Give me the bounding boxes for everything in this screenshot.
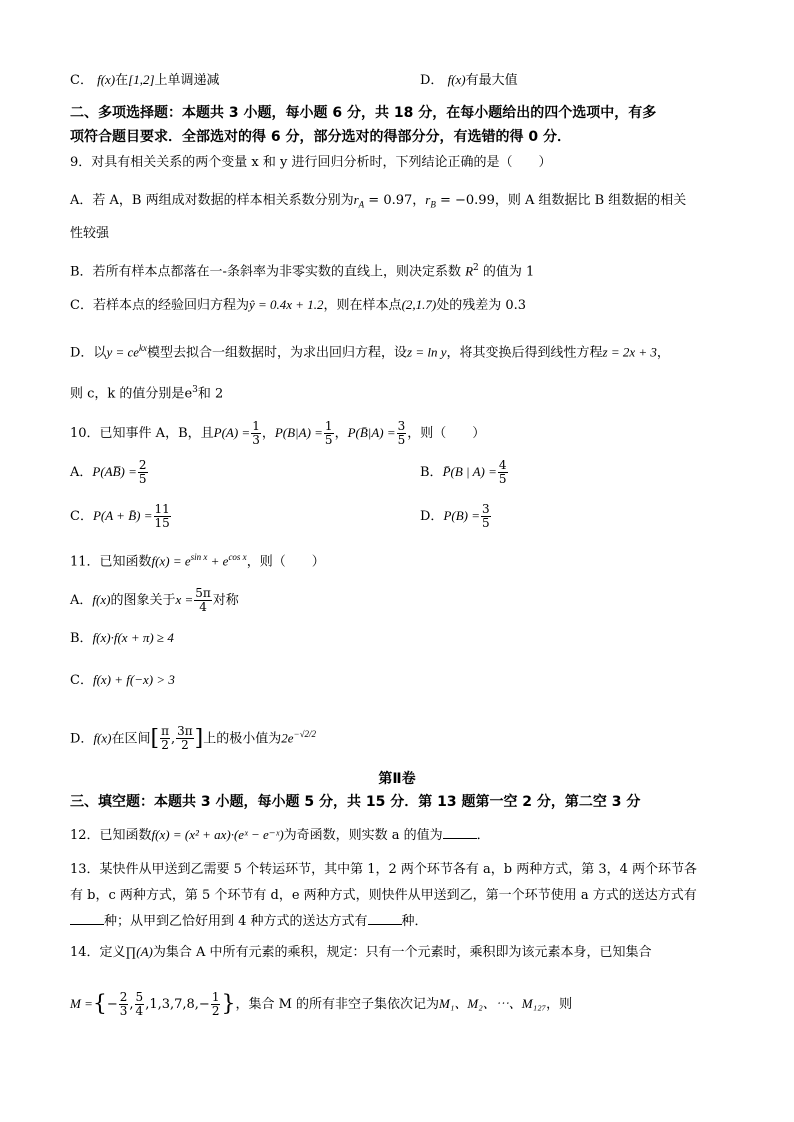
q11-option-a [70, 586, 724, 615]
q9-r-sub-b: B [430, 199, 436, 210]
section2-heading-line1: 二、多项选择题：本题共 3 小题，每小题 6 分，共 18 分，在每小题给出的四个选项中，有多 [70, 105, 657, 121]
q11-option-d-value: 2e [281, 730, 294, 746]
section3-heading: 三、填空题：本题共 3 小题，每小题 5 分，共 15 分．第 13 题第一空 2 分，第二空 3 分 [70, 794, 641, 810]
q8-option-c-func: f(x) [97, 72, 116, 87]
q10-pba-frac: $\frac{1}{5}$ [324, 419, 333, 447]
q11-option-c [70, 670, 724, 691]
q9-e-exp: 3 [192, 385, 198, 395]
q9-comma: ， [656, 345, 670, 361]
q9-option-d-cont [70, 380, 724, 404]
q10-pba: P(B|A) = [274, 425, 323, 440]
q9-regression-eq: ŷ = 0.4x + 1.2 [248, 297, 324, 312]
q11-option-d-label: D． [70, 731, 94, 747]
q10-option-c-frac: $\frac{11}{15}$ [154, 502, 170, 530]
q9-option-d-line2: 则 c，k 的值分别是 [70, 386, 185, 402]
q14-frac2: $\frac{5}{4}$ [135, 990, 144, 1018]
q13-answer-blank-1[interactable] [70, 912, 104, 925]
q9-e: e [184, 386, 193, 402]
q8-option-d-tail: 有最大值 [465, 73, 518, 88]
q11-option-d-exp: −√2/2 [293, 729, 317, 739]
q9-linear-eq: z = 2x + 3 [602, 344, 657, 360]
q14-text2: 为集合 A 中所有元素的乘积，规定：只有一个元素时，乘积即为该元素本身，已知集合 [152, 945, 652, 960]
q10-pnba-frac: $\frac{3}{5}$ [397, 419, 406, 447]
q10-pa: P(A) = [213, 425, 251, 440]
q13-line1: 13．某快件从甲送到乙需要 5 个转运环节，其中第 1，2 两个环节各有 a，b 两种方式，第 3，4 两个环节各 [70, 862, 698, 877]
q11-option-d: D．f(x)在区间[ $\frac{\pi}{2}$ , $\frac{3\pi}{2}$ ]上的极小值为$2e^{-√2/2}$ [70, 724, 317, 753]
q10-pnba: P(B̄|A) = [347, 425, 396, 440]
q9-option-c-tail: 处的残差为 0.3 [436, 298, 527, 313]
q11-func: f(x) = e [151, 553, 191, 569]
q8-option-c-interval: [1,2] [128, 72, 155, 87]
q12-expr: f(x) = (x² + ax)·(eˣ − e⁻ˣ) [151, 827, 284, 842]
q11-option-a-x: x = [175, 592, 194, 607]
q12-text: 12．已知函数 [70, 828, 152, 843]
q13-answer-blank-2[interactable] [368, 912, 402, 925]
q11-stem [70, 547, 724, 572]
q10-option-c-expr: P(A + B̄) = [92, 508, 153, 523]
q9-option-a-cont: 性较强 [70, 226, 110, 241]
q14-frac1: $\frac{2}{3}$ [119, 990, 128, 1018]
q8-option-c-text: 在 [115, 73, 129, 88]
q9-sample-point: (2,1.7) [401, 297, 437, 312]
q10-option-c-label: C． [70, 509, 93, 524]
q9-model-exp: kx [139, 343, 148, 353]
q14-subsets: M₁、M₂、⋯、M₁₂₇ [439, 996, 547, 1011]
q10-option-b-frac: $\frac{4}{5}$ [498, 458, 507, 486]
q10-options-ab [70, 458, 724, 487]
q8-option-c-tail: 上单调递减 [154, 73, 220, 88]
q9-option-a: A．若 A，B 两组成对数据的样本相关系数分别为$r_A = 0.97$，$r_B = -0.99$，则 A 组数据比 B 组数据的相关 [70, 192, 687, 210]
q9-r-sub-a: A [358, 199, 365, 210]
q11-option-b [70, 628, 724, 649]
q11-option-a-label: A． [70, 593, 93, 608]
q10-stem-tail: ，则（ ） [407, 426, 486, 441]
q9-model: y = ce [106, 344, 140, 360]
q11-option-d-mid: 上的极小值为 [203, 731, 282, 747]
q9-option-c [70, 295, 724, 316]
q9-option-d-mid: 模型去拟合一组数据时，为求出回归方程，设 [147, 345, 408, 361]
q14-line1 [70, 942, 724, 963]
q8-option-d-label: D． [420, 73, 444, 88]
q13-line3-text: 种；从甲到乙恰好用到 4 种方式的送达方式有 [104, 914, 368, 929]
q11-option-d-frac2: $\frac{3\pi}{2}$ [177, 724, 193, 753]
q10-option-a-frac: $\frac{2}{5}$ [138, 458, 147, 486]
q11-stem-text: 11．已知函数 [70, 554, 152, 570]
q11-option-a-tail: 对称 [212, 593, 239, 608]
q14-frac3: $\frac{1}{2}$ [211, 990, 220, 1018]
q10-option-d-label: D． [420, 509, 444, 524]
q9-r-b-value: = −0.99，则 A 组数据比 B 组数据的相关 [435, 193, 687, 208]
q9-option-c-mid: ，则在样本点 [323, 298, 402, 313]
q9-option-c-text: C．若样本点的经验回归方程为 [70, 298, 249, 313]
q11-option-b-expr: f(x)·f(x + π) ≥ 4 [92, 630, 174, 645]
q14-set-mid: ,1,3,7,8,− [145, 997, 210, 1012]
q9-option-d-text: D．以 [70, 345, 107, 361]
q10-option-b-expr: P̄(B | A) = [442, 464, 497, 479]
q9-option-b-tail: 的值为 1 [482, 264, 535, 280]
q9-option-d [70, 338, 724, 363]
q11-cos-exp: cos x [228, 552, 247, 562]
q10-option-b-label: B． [420, 465, 443, 480]
q10-stem-text: 10．已知事件 A，B，且 [70, 426, 214, 441]
q12 [70, 825, 724, 846]
q8-option-c-label: C． [70, 73, 93, 88]
q10-option-a-label: A． [70, 465, 93, 480]
q13-line3-tail: 种． [401, 914, 428, 929]
q11-option-b-label: B． [70, 631, 93, 646]
q9-r-a-value: = 0.97， [364, 193, 426, 208]
q14-text: 14．定义 [70, 945, 126, 960]
q9-log-sub: z = ln y [407, 344, 447, 360]
q9-option-b: B．若所有样本点都落在一-条斜率为非零实数的直线上，则决定系数 $R^2$ 的值为 1 [70, 263, 535, 280]
q11-option-d-text: 在区间 [111, 731, 151, 747]
q10-option-d-frac: $\frac{3}{5}$ [482, 502, 490, 530]
q11-option-a-text: 的图象关于 [110, 593, 176, 608]
q14-product: ∏(A) [125, 944, 153, 959]
q9-r-symbol: r [353, 192, 359, 207]
q11-option-c-expr: f(x) + f(−x) > 3 [92, 672, 175, 687]
q11-option-d-frac1: $\frac{\pi}{2}$ [161, 724, 169, 753]
q9-stem: 9．对具有相关关系的两个变量 x 和 y 进行回归分析时，下列结论正确的是（ ） [70, 155, 552, 170]
q9-r-squared: R [465, 263, 474, 279]
q10-option-a-expr: P(AB̅) = [92, 464, 137, 479]
volume-two-title: 第Ⅱ卷 [378, 771, 416, 787]
q11-option-c-label: C． [70, 673, 93, 688]
q11-option-d-func: f(x) [93, 730, 112, 746]
q12-period: ． [476, 828, 490, 843]
q12-text2: 为奇函数，则实数 a 的值为 [283, 828, 443, 843]
section2-heading-line2: 项符合题目要求．全部选对的得 6 分，部分选对的得部分分，有选错的得 0 分． [70, 129, 571, 145]
q14-tail: ，则 [546, 997, 573, 1012]
q10-options-cd [70, 502, 724, 531]
q13-line2: 有 b，c 两种方式，第 5 个环节有 d，e 两种方式，则快件从甲送到乙，第一个环节使用 a 方式的送达方式有 [70, 888, 697, 903]
q11-sin-exp: sin x [190, 552, 208, 562]
q9-option-d-mid2: ，将其变换后得到线性方程 [446, 345, 603, 361]
q9-option-a-text: A．若 A，B 两组成对数据的样本相关系数分别为 [70, 193, 354, 208]
q8-option-d-func: f(x) [447, 72, 466, 87]
q8-options [70, 70, 724, 91]
q11-option-a-func: f(x) [92, 592, 111, 607]
q13-line3 [70, 912, 724, 932]
q10-stem: 10．已知事件 A，B，且P(A) = $\frac{1}{3}$ ，P(B|A) = $\frac{1}{5}$ ，P(B̄|A) = $\frac{3}{5}$ ，则（ ） [70, 419, 486, 447]
q11-stem-tail: ，则（ ） [246, 554, 325, 570]
q14-minus: − [106, 997, 118, 1012]
q9-option-d-tail: 和 2 [197, 386, 224, 402]
q11-option-a-frac: $\frac{5\pi}{4}$ [195, 586, 211, 614]
q12-answer-blank[interactable] [443, 826, 477, 839]
q11-plus: + e [207, 553, 229, 569]
q14-set-m: M = [70, 996, 93, 1011]
q14-text3: ，集合 M 的所有非空子集依次记为 [235, 997, 440, 1012]
q10-pa-frac: $\frac{1}{3}$ [252, 419, 260, 447]
q10-option-d-expr: P(B) = [443, 508, 480, 523]
q14-line2: M ={− $\frac{2}{3}$ , $\frac{5}{4}$ ,1,3,7,8,− $\frac{1}{2}$ }，集合 M 的所有非空子集依次记为M₁、M₂、⋯、M₁₂₇，则 [70, 990, 573, 1018]
q9-option-b-text: B．若所有样本点都落在一-条斜率为非零实数的直线上，则决定系数 [70, 264, 461, 280]
